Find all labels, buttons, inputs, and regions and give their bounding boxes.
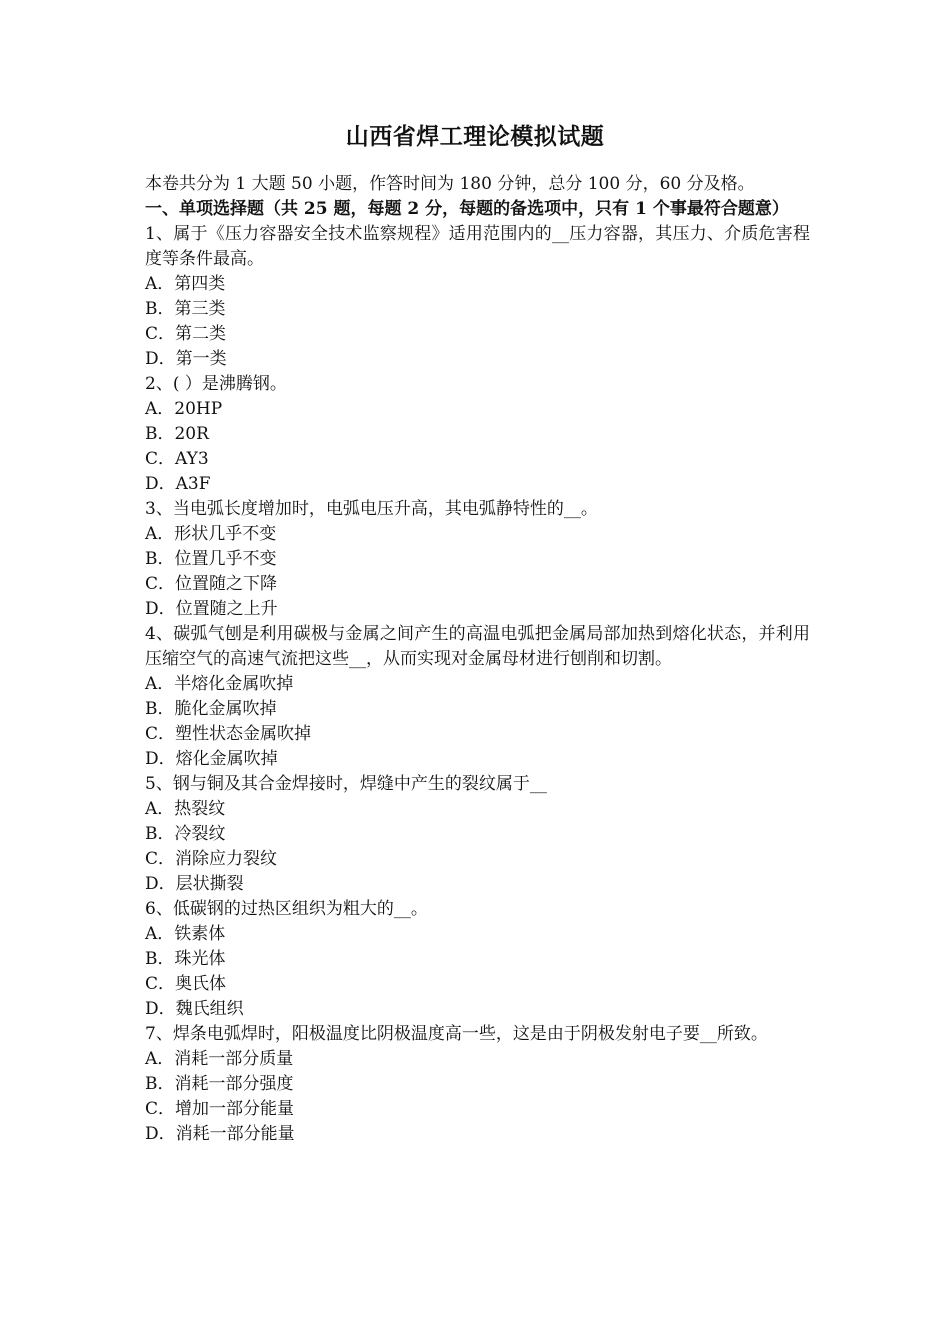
question-stem: 2、( ）是沸腾钢。 <box>145 374 287 394</box>
option-c: C．塑性状态金属吹掉 <box>145 724 312 744</box>
option-d: D．A3F <box>145 474 211 494</box>
page-title: 山西省焊工理论模拟试题 <box>345 123 605 150</box>
option-d: D．第一类 <box>145 349 227 369</box>
option-d: D．熔化金属吹掉 <box>145 749 278 769</box>
option-c: C．消除应力裂纹 <box>145 849 278 869</box>
question-stem: 1、属于《压力容器安全技术监察规程》适用范围内的__压力容器，其压力、介质危害程度等条件最高。 <box>145 224 810 269</box>
option-b: B．位置几乎不变 <box>145 549 277 569</box>
question-4 <box>145 622 810 772</box>
option-c: C．AY3 <box>145 449 209 469</box>
option-a: A．热裂纹 <box>145 799 226 819</box>
option-c: C．增加一部分能量 <box>145 1099 295 1119</box>
option-a: A．形状几乎不变 <box>145 524 277 544</box>
option-b: B．珠光体 <box>145 949 226 969</box>
question-7 <box>145 1022 810 1147</box>
question-3 <box>145 497 810 622</box>
document-body <box>145 172 810 1147</box>
option-a: A．半熔化金属吹掉 <box>145 674 294 694</box>
question-2 <box>145 372 810 497</box>
option-a: A．第四类 <box>145 274 226 294</box>
question-stem: 5、钢与铜及其合金焊接时，焊缝中产生的裂纹属于__ <box>145 774 547 794</box>
option-c: C．奥氏体 <box>145 974 227 994</box>
option-d: D．消耗一部分能量 <box>145 1124 295 1144</box>
question-5 <box>145 772 810 897</box>
option-d: D．位置随之上升 <box>145 599 278 619</box>
option-b: B．第三类 <box>145 299 226 319</box>
option-b: B．20R <box>145 424 209 444</box>
question-stem: 7、焊条电弧焊时，阳极温度比阴极温度高一些，这是由于阴极发射电子要__所致。 <box>145 1024 768 1044</box>
question-stem: 6、低碳钢的过热区组织为粗大的__。 <box>145 899 428 919</box>
option-d: D．层状撕裂 <box>145 874 244 894</box>
question-6 <box>145 897 810 1022</box>
option-a: A．铁素体 <box>145 924 226 944</box>
section-heading: 一、单项选择题（共 25 题，每题 2 分，每题的备选项中，只有 1 个事最符合题意） <box>145 199 789 219</box>
option-c: C．第二类 <box>145 324 227 344</box>
intro-text: 本卷共分为 1 大题 50 小题，作答时间为 180 分钟，总分 100 分，60 分及格。 <box>145 174 755 194</box>
option-b: B．消耗一部分强度 <box>145 1074 294 1094</box>
option-a: A．消耗一部分质量 <box>145 1049 294 1069</box>
option-b: B．冷裂纹 <box>145 824 226 844</box>
option-d: D．魏氏组织 <box>145 999 244 1019</box>
question-stem: 3、当电弧长度增加时，电弧电压升高，其电弧静特性的__。 <box>145 499 598 519</box>
option-a: A．20HP <box>145 399 223 419</box>
question-1 <box>145 222 810 372</box>
option-b: B．脆化金属吹掉 <box>145 699 277 719</box>
option-c: C．位置随之下降 <box>145 574 278 594</box>
question-stem: 4、碳弧气刨是利用碳极与金属之间产生的高温电弧把金属局部加热到熔化状态，并利用压缩空气的高速气流把这些__，从而实现对金属母材进行刨削和切割。 <box>145 624 810 669</box>
